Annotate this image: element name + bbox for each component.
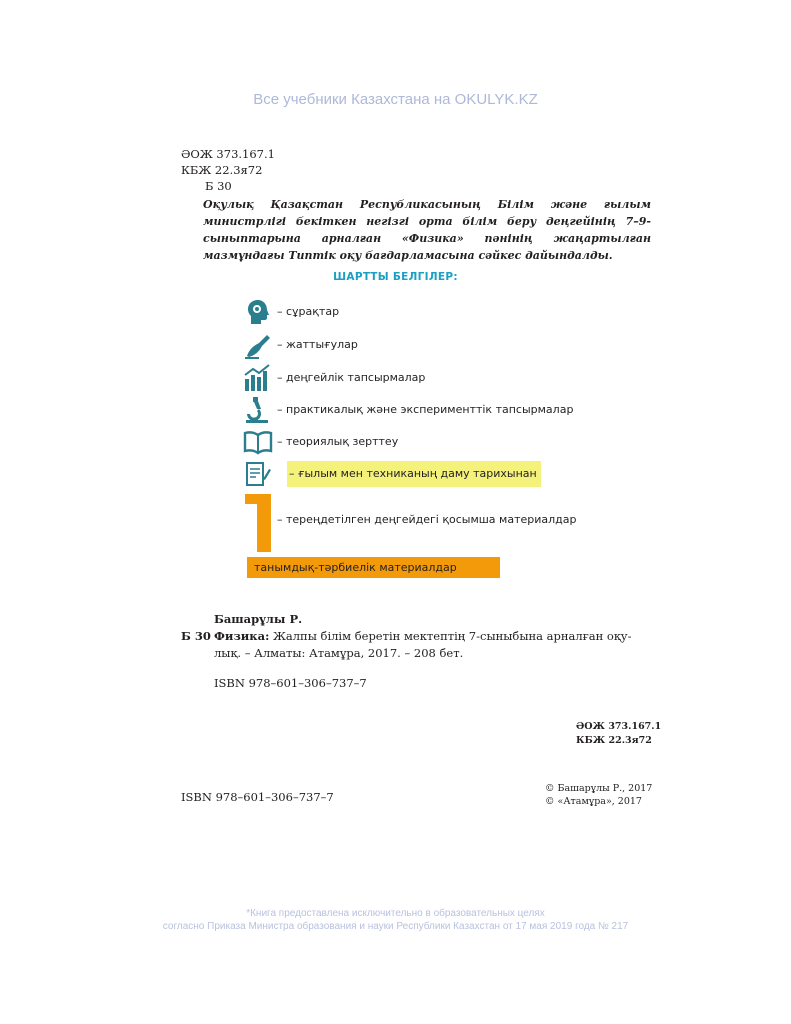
- copyright-author: © Башарұлы Р., 2017: [545, 783, 653, 794]
- catalog-title: Физика:: [214, 629, 270, 643]
- footer-line-1: *Книга предоставлена исключительно в образовательных целях: [246, 908, 545, 919]
- pen-writing-icon: [243, 330, 273, 364]
- microscope-icon: [243, 395, 273, 429]
- copyright-publisher: © «Атамұра», 2017: [545, 796, 642, 807]
- orange-bracket-icon: [245, 494, 273, 552]
- catalog-isbn: ISBN 978–601–306–737–7: [214, 676, 367, 690]
- legend-title: ШАРТТЫ БЕЛГІЛЕР:: [333, 271, 458, 283]
- catalog-desc-1: Жалпы білім беретін мектептің 7-сыныбына арналған оқу-: [272, 629, 632, 643]
- udk-code: ӘОЖ 373.167.1: [181, 147, 275, 161]
- bottom-isbn: ISBN 978–601–306–737–7: [181, 790, 334, 804]
- legend-label-level-tasks: – деңгейлік тапсырмалар: [277, 371, 426, 384]
- catalog-desc-2: лық. – Алматы: Атамұра, 2017. – 208 бет.: [214, 646, 464, 660]
- legend-label-practical: – практикалық және эксперименттік тапсырмалар: [277, 403, 574, 416]
- bbk-code: КБЖ 22.3я72: [181, 163, 263, 177]
- author-mark: Б 30: [205, 179, 232, 193]
- footer-line-2: согласно Приказа Министра образования и науки Республики Казахстан от 17 мая 2019 года № 217: [162, 921, 629, 932]
- legend-label-advanced: – тереңдетілген деңгейдегі қосымша материалдар: [277, 513, 577, 526]
- catalog-line-1: [214, 628, 659, 645]
- document-pen-icon: [243, 459, 273, 493]
- legend-label-questions: – сұрақтар: [277, 305, 340, 318]
- legend-label-history: – ғылым мен техниканың даму тарихынан: [289, 467, 537, 480]
- catalog-mark: Б 30: [181, 629, 211, 643]
- bar-chart-icon: [243, 363, 273, 397]
- legend-label-exercises: – жаттығулар: [277, 338, 358, 351]
- head-gears-icon: [243, 297, 273, 331]
- legend-label-theory: – теориялық зерттеу: [277, 435, 399, 448]
- right-bbk: КБЖ 22.3я72: [576, 735, 652, 746]
- catalog-author: Башарұлы Р.: [214, 612, 303, 626]
- orange-bar-label: танымдық-тәрбиелік материалдар: [254, 561, 457, 574]
- right-udk: ӘОЖ 373.167.1: [576, 721, 662, 732]
- open-book-icon: [243, 427, 273, 461]
- intro-paragraph: Оқулық Қазақстан Республикасының Білім және ғылым министрлігі бекіткен негізгі орта білім беру деңгейінің 7–9-сыныптарына арналған «Физика» пәнінің жаңартылған мазмұндағы Типтік оқу бағдарламасына сәйкес дайындалды.: [203, 198, 651, 262]
- watermark: Все учебники Казахстана на OKULYK.KZ: [253, 91, 538, 108]
